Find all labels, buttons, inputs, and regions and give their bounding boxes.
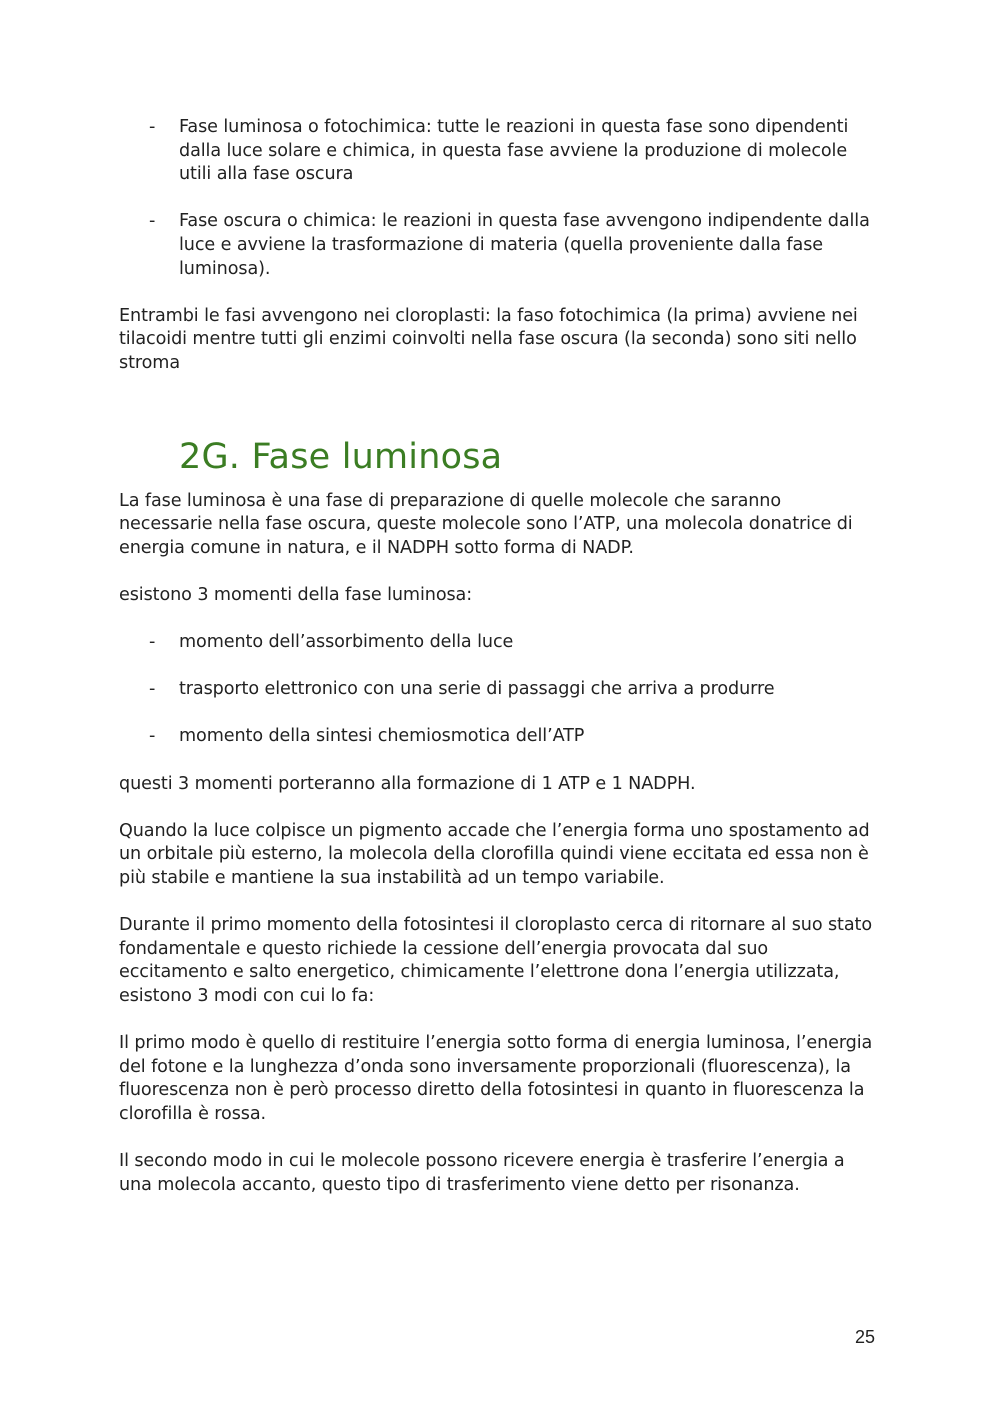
- paragraph: Il primo modo è quello di restituire l’energia sotto forma di energia luminosa, l’energia del fotone e la lunghezza d’onda sono inversamente proporzionali (fluorescenza), la fluorescenza non è però processo diretto della fotosintesi in quanto in fluorescenza la clorofilla è rossa.: [119, 1033, 873, 1124]
- bullet-text: momento dell’assorbimento della luce: [179, 632, 514, 653]
- bullet-text: Fase luminosa o fotochimica: tutte le reazioni in questa fase sono dipendenti dalla luce solare e chimica, in questa fase avviene la produzione di molecole utili alla fase oscura: [179, 117, 849, 185]
- bullet-text: Fase oscura o chimica: le reazioni in questa fase avvengono indipendente dalla luce e avviene la trasformazione di materia (quella proveniente dalla fase luminosa).: [179, 211, 870, 279]
- paragraph: La fase luminosa è una fase di preparazione di quelle molecole che saranno necessarie nella fase oscura, queste molecole sono l’ATP, una molecola donatrice di energia comune in natura, e il NADPH sotto forma di NADP.: [119, 490, 853, 558]
- list-item: [119, 210, 879, 281]
- moments-list: [119, 631, 879, 749]
- paragraph: questi 3 momenti porteranno alla formazione di 1 ATP e 1 NADPH.: [119, 773, 696, 794]
- list-item: [119, 725, 879, 749]
- bullet-dash: -: [149, 679, 156, 700]
- list-item: [119, 678, 879, 702]
- paragraph: Quando la luce colpisce un pigmento accade che l’energia forma uno spostamento ad un orbitale più esterno, la molecola della clorofilla quindi viene eccitata ed essa non è più stabile e mantiene la sua instabilità ad un tempo variabile.: [119, 820, 870, 889]
- bullet-text: momento della sintesi chemiosmotica dell’ATP: [179, 726, 585, 747]
- phase-list: [119, 116, 879, 281]
- bullet-dash: -: [149, 117, 156, 137]
- bullet-dash: -: [149, 632, 156, 653]
- page-number: 25: [855, 1327, 876, 1347]
- list-item: [119, 631, 879, 655]
- paragraph: Il secondo modo in cui le molecole possono ricevere energia è trasferire l’energia a una molecola accanto, questo tipo di trasferimento viene detto per risonanza.: [119, 1151, 845, 1195]
- bullet-dash: -: [149, 726, 156, 747]
- page-content: [119, 116, 879, 1221]
- bullet-text: trasporto elettronico con una serie di passaggi che arriva a produrre: [179, 679, 775, 700]
- paragraph: Durante il primo momento della fotosintesi il cloroplasto cerca di ritornare al suo stato fondamentale e questo richiede la cessione dell’energia provocata dal suo eccitamento e salto energetico, chimicamente l’elettrone dona l’energia utilizzata, esistono 3 modi con cui lo fa:: [119, 915, 872, 1006]
- section-heading: 2G. Fase luminosa: [179, 436, 503, 477]
- bullet-dash: -: [149, 211, 156, 232]
- list-item: [119, 116, 879, 187]
- paragraph: esistono 3 momenti della fase luminosa:: [119, 584, 473, 605]
- intro-paragraph: Entrambi le fasi avvengono nei cloroplasti: la faso fotochimica (la prima) avviene nei tilacoidi mentre tutti gli enzimi coinvolti nella fase oscura (la seconda) sono siti nello stroma: [119, 305, 858, 373]
